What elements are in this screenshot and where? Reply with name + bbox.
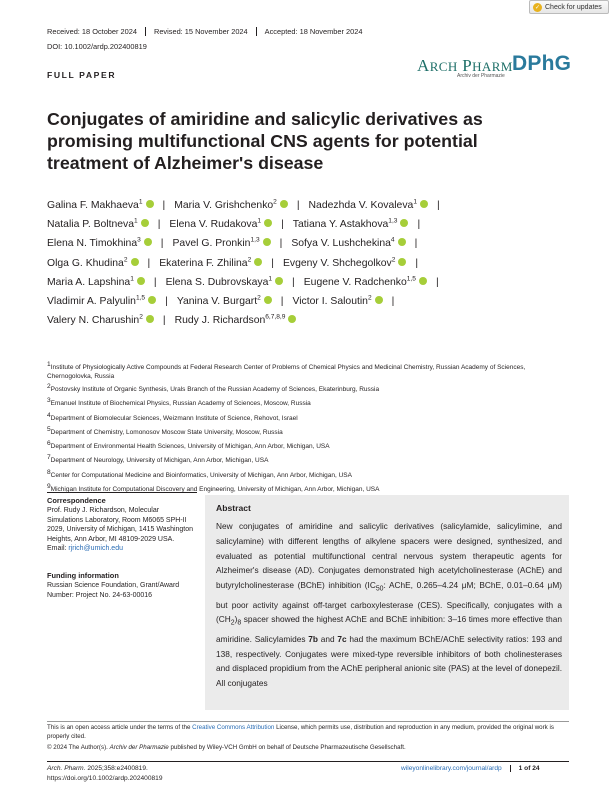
author[interactable]: Natalia P. Boltneva$^1$ — [47, 217, 138, 231]
divider — [47, 721, 569, 722]
affiliation: $^4$Department of Biomolecular Sciences, Weizmann Institute of Science, Rehovot, Israel — [47, 411, 298, 422]
author-line: Olga G. Khudina$^2$iD | Ekaterina F. Zhilina$^2$iD | Evgeny V. Shchegolkov$^2$iD | — [47, 254, 567, 273]
author-list — [47, 196, 567, 330]
divider — [47, 492, 197, 493]
author[interactable]: Elena V. Rudakova$^1$ — [169, 217, 262, 231]
orcid-icon[interactable] — [400, 219, 408, 227]
author[interactable]: Ekaterina F. Zhilina$^2$ — [159, 256, 252, 269]
accepted-date: Accepted: 18 November 2024 — [264, 27, 363, 36]
affiliation: $^2$Postovsky Institute of Organic Synthesis, Urals Branch of the Russian Academy of Sciences, Ekaterinburg, Russia — [47, 382, 380, 393]
doi-header: DOI: 10.1002/ardp.202400819 — [47, 42, 147, 51]
article-title: Conjugates of amiridine and salicylic derivatives as promising multifunctional CNS agents for potential treatment of Alzheimer's disease — [47, 109, 483, 173]
author[interactable]: Pavel G. Pronkin$^{1,3}$ — [172, 236, 260, 250]
author-line: Vladimir A. Palyulin$^{1,5}$iD | Yanina V. Burgart$^2$iD | Victor I. Saloutin$^2$iD | — [47, 292, 567, 311]
license-text: This is an open access article under the terms of the Creative Commons Attribution License, which permits use, distribution and reproduction in any medium, provided the original work is properly cited. — [47, 724, 554, 740]
article-type: FULL PAPER — [47, 70, 117, 80]
abstract-text: New conjugates of amiridine and salicylic derivatives (salicylamide, salicylimine, and salicylamine) with different lengths of alkylene spacers were designed, synthesized, and evaluated as potential multifunctional central nervous system therapeutic agents for Alzheimer's disease (AD). Conjugates demonstrated high acetylcholinesterase (AChE) and butyrylcholinesterase (BChE) inhibition ($IC_{50}$: AChE, 0.265–4.24 μM; BChE, 0.01–0.64 μM) but poor activity against off-target carboxylesterase (CES). Specifically, conjugates with a $(CH_2)_8$ spacer showed the highest AChE and BChE inhibition: 3–16 times more effective than amiridine. Salicylamides 7b and 7c had the maximum BChE/AChE selectivity ratios: 193 and 138, respectively. Conjugates were mixed-type reversible inhibitors of both cholinesterases and displaced propidium from the AChE peripheral anionic site (PAS) at the level of donepezil. All conjugates — [216, 521, 562, 689]
author[interactable]: Eugene V. Radchenko$^{1,5}$ — [303, 275, 416, 288]
copyright-text: © 2024 The Author(s). Archiv der Pharmazie published by Wiley-VCH GmbH on behalf of Deutsche Pharmazeutische Gesellschaft. — [47, 744, 406, 751]
orcid-icon[interactable] — [254, 258, 262, 266]
author[interactable]: Vladimir A. Palyulin$^{1,5}$ — [47, 294, 146, 308]
orcid-icon[interactable] — [275, 277, 283, 285]
orcid-icon[interactable] — [263, 238, 271, 246]
author-line: Natalia P. Boltneva$^1$iD | Elena V. Rudakova$^1$iD | Tatiana Y. Astakhova$^{1,3}$iD | — [47, 215, 567, 234]
funding-heading: Funding information — [47, 571, 119, 580]
orcid-icon[interactable] — [398, 238, 406, 246]
author[interactable]: Olga G. Khudina$^2$ — [47, 256, 128, 269]
author-line: Maria A. Lapshina$^1$iD | Elena S. Dubrovskaya$^1$iD | Eugene V. Radchenko$^{1,5}$iD | — [47, 273, 567, 292]
received-date: Received: 18 October 2024 — [47, 27, 146, 36]
author[interactable]: Valery N. Charushin$^2$ — [47, 313, 143, 327]
orcid-icon[interactable] — [264, 296, 272, 304]
orcid-icon[interactable] — [288, 315, 296, 323]
divider — [47, 761, 569, 762]
orcid-icon[interactable] — [398, 258, 406, 266]
logo-subtitle: Archiv der Pharmazie — [457, 73, 505, 79]
author[interactable]: Victor I. Saloutin$^2$ — [292, 294, 372, 308]
footer-doi[interactable]: https://doi.org/10.1002/ardp.202400819 — [47, 775, 163, 782]
affiliation: $^9$Michigan Institute for Computational Discovery and Engineering, University of Michigan, Ann Arbor, Michigan, USA — [47, 482, 380, 494]
author[interactable]: Yanina V. Burgart$^2$ — [176, 294, 261, 308]
affiliation: $^1$Institute of Physiologically Active Compounds at Federal Research Center of Problems of Chemical Physics and Medicinal Chemistry, Russian Academy of Sciences, Chernogolovka, Russia — [47, 360, 526, 380]
check-updates-icon: ✓ — [534, 4, 541, 11]
article-dates — [47, 27, 378, 36]
orcid-icon[interactable] — [264, 219, 272, 227]
orcid-icon[interactable] — [146, 315, 154, 323]
correspondence-body: Prof. Rudy J. Richardson, Molecular Simulations Laboratory, Room M6065 SPH-II 2029, University of Michigan, 1415 Washington Heights, Ann Arbor, MI 48109-2029 USA. Email: rjrich@umich.edu — [47, 507, 194, 553]
author[interactable]: Sofya V. Lushchekina$^4$ — [291, 236, 395, 250]
author[interactable]: Nadezhda V. Kovaleva$^1$ — [308, 198, 417, 211]
affiliation: $^3$Emanuel Institute of Biochemical Physics, Russian Academy of Sciences, Moscow, Russia — [47, 397, 311, 408]
affiliation: $^7$Department of Neurology, University of Michigan, Ann Arbor, Michigan, USA — [47, 454, 269, 465]
orcid-icon[interactable] — [375, 296, 383, 304]
cc-license-link[interactable]: Creative Commons Attribution — [192, 724, 275, 731]
author[interactable]: Evgeny V. Shchegolkov$^2$ — [282, 256, 396, 269]
author[interactable]: Galina F. Makhaeva$^1$ — [47, 198, 143, 211]
footer-right — [401, 765, 540, 772]
check-for-updates-button[interactable] — [529, 0, 609, 14]
author[interactable]: Maria V. Grishchenko$^2$ — [174, 198, 277, 211]
orcid-icon[interactable] — [146, 200, 154, 208]
author[interactable]: Tatiana Y. Astakhova$^{1,3}$ — [292, 217, 398, 231]
affiliations — [47, 360, 567, 499]
orcid-icon[interactable] — [419, 277, 427, 285]
author-line: Valery N. Charushin$^2$iD | Rudy J. Richardson$^{6,7,8,9}$iD — [47, 311, 567, 330]
orcid-icon[interactable] — [137, 277, 145, 285]
orcid-icon[interactable] — [144, 238, 152, 246]
author-line: Galina F. Makhaeva$^1$iD | Maria V. Grishchenko$^2$iD | Nadezhda V. Kovaleva$^1$iD | — [47, 196, 567, 215]
revised-date: Revised: 15 November 2024 — [154, 27, 257, 36]
author[interactable]: Maria A. Lapshina$^1$ — [47, 275, 134, 288]
arch-pharm-logo: ARCH PHARM — [417, 56, 513, 75]
affiliation: $^5$Department of Chemistry, Lomonosov Moscow State University, Moscow, Russia — [47, 425, 283, 436]
author[interactable]: Elena N. Timokhina$^3$ — [47, 236, 141, 250]
orcid-icon[interactable] — [141, 219, 149, 227]
page-number: 1 of 24 — [518, 765, 540, 772]
orcid-icon[interactable] — [280, 200, 288, 208]
affiliation: $^8$Center for Computational Medicine and Bioinformatics, University of Michigan, Ann Arbor, Michigan, USA — [47, 468, 352, 479]
author[interactable]: Rudy J. Richardson$^{6,7,8,9}$ — [174, 313, 286, 327]
abstract-heading: Abstract — [216, 503, 251, 513]
dphg-logo: DPhG — [512, 52, 572, 75]
author[interactable]: Elena S. Dubrovskaya$^1$ — [165, 275, 273, 288]
affiliation: $^6$Department of Environmental Health Sciences, University of Michigan, Ann Arbor, Michigan, USA — [47, 440, 330, 451]
correspondence-heading: Correspondence — [47, 496, 106, 505]
orcid-icon[interactable] — [420, 200, 428, 208]
journal-citation: Arch. Pharm. 2025;358:e2400819. — [47, 765, 148, 772]
orcid-icon[interactable] — [148, 296, 156, 304]
orcid-icon[interactable] — [131, 258, 139, 266]
author-line: Elena N. Timokhina$^3$iD | Pavel G. Pronkin$^{1,3}$iD | Sofya V. Lushchekina$^4$iD | — [47, 234, 567, 253]
check-updates-label: Check for updates — [545, 3, 602, 11]
journal-site-link[interactable]: wileyonlinelibrary.com/journal/ardp — [401, 765, 511, 772]
email-link[interactable]: rjrich@umich.edu — [68, 545, 123, 553]
funding-body: Russian Science Foundation, Grant/Award Number: Project No. 24-63-00016 — [47, 582, 180, 599]
